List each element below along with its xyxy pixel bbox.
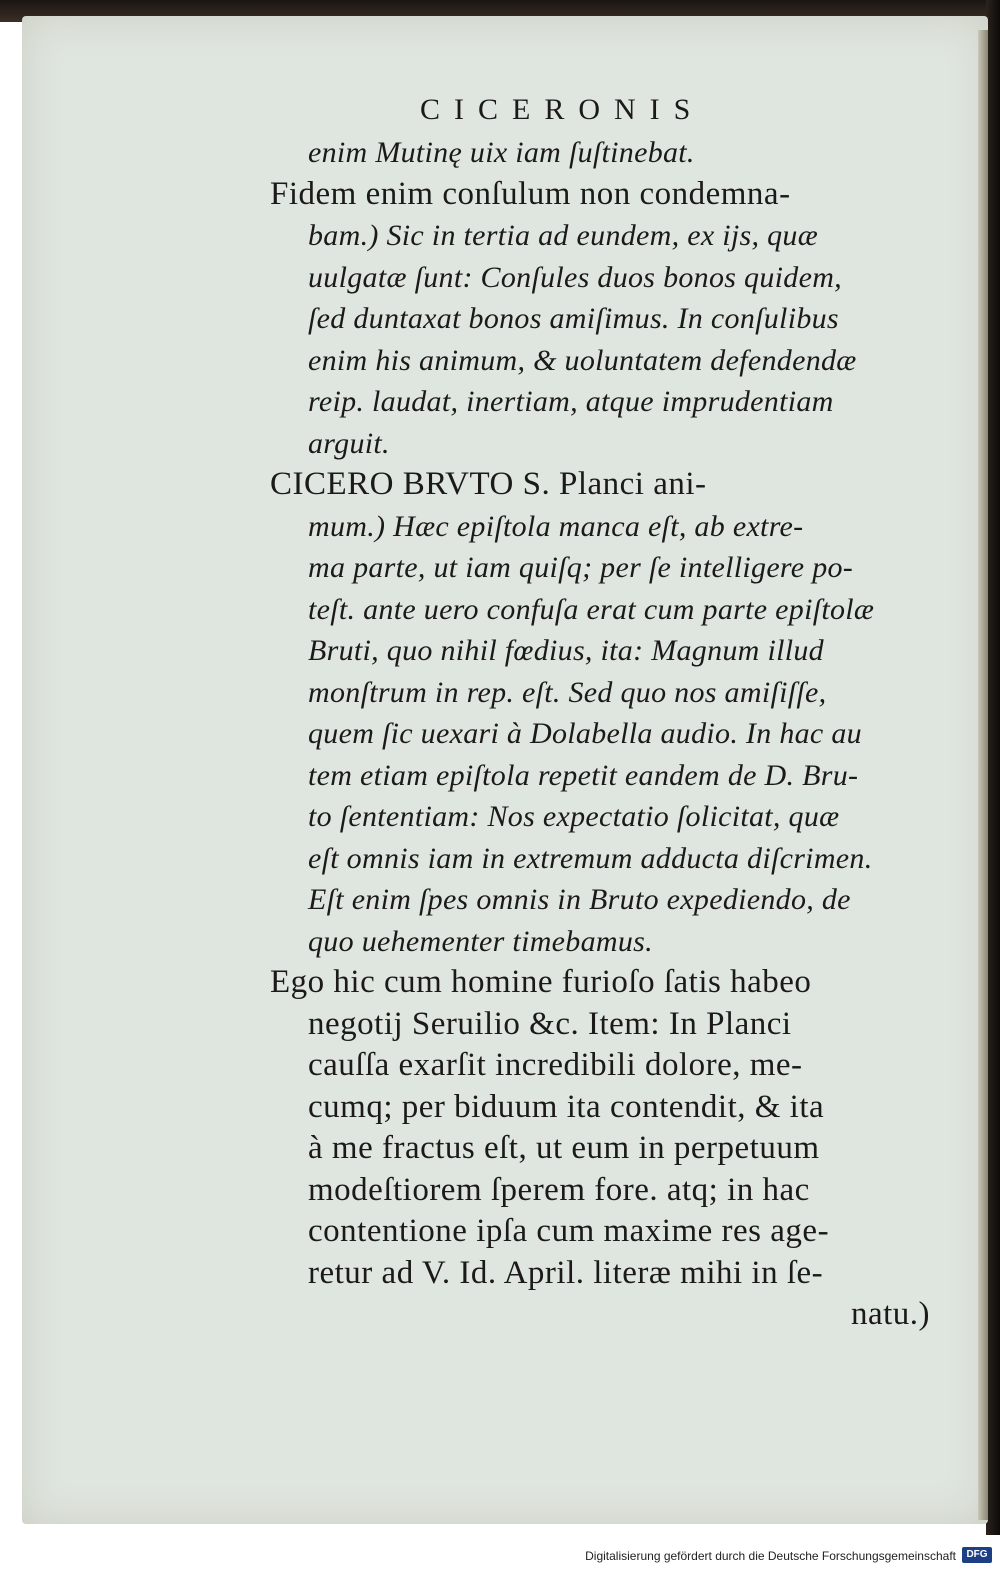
text-line: ſed duntaxat bonos amiſimus. In conſulibus bbox=[308, 302, 839, 335]
text-line: quem ſic uexari à Dolabella audio. In hac au bbox=[308, 717, 862, 750]
text-block bbox=[270, 88, 940, 1336]
text-line: negotij Seruilio &c. Item: In Planci bbox=[308, 1005, 792, 1042]
text-line: à me fractus eſt, ut eum in perpetuum bbox=[308, 1130, 820, 1166]
text-lines bbox=[270, 132, 940, 1336]
text-line: enim Mutinę uix iam ſuſtinebat. bbox=[308, 136, 695, 169]
text-line: uulgatæ ſunt: Conſules duos bonos quidem, bbox=[308, 260, 842, 294]
text-line: ma parte, ut iam quiſq; per ſe intelligere po- bbox=[308, 551, 854, 584]
text-line: quo uehementer timebamus. bbox=[308, 924, 653, 958]
running-head: CICERONIS bbox=[420, 93, 705, 126]
text-line: modeſtiorem ſperem fore. atq; in hac bbox=[308, 1171, 810, 1208]
text-line: CICERO BRVTO S. Planci ani- bbox=[270, 466, 707, 502]
text-line: teſt. ante uero confuſa erat cum parte epiſtolæ bbox=[308, 592, 875, 626]
text-line: Ego hic cum homine furioſo ſatis habeo bbox=[270, 964, 812, 1000]
text-line: retur ad V. Id. April. literæ mihi in ſe- bbox=[308, 1254, 824, 1291]
text-line: natu.) bbox=[850, 1296, 930, 1332]
text-line: tem etiam epiſtola repetit eandem de D. Bru- bbox=[308, 758, 859, 792]
text-line: Eſt enim ſpes omnis in Bruto expediendo, de bbox=[308, 883, 851, 916]
book-right-edge bbox=[986, 0, 1000, 1535]
text-line: enim his animum, & uoluntatem defendendæ bbox=[308, 343, 857, 377]
page-fore-edge bbox=[978, 30, 988, 1520]
text-line: contentione ipſa cum maxime res age- bbox=[308, 1213, 830, 1249]
text-line: reip. laudat, inertiam, atque imprudentiam bbox=[308, 385, 834, 418]
text-line: Fidem enim conſulum non condemna- bbox=[270, 175, 791, 212]
text-line: cauſſa exarſit incredibili dolore, me- bbox=[308, 1047, 803, 1083]
text-line: Bruti, quo nihil fœdius, ita: Magnum illud bbox=[308, 634, 824, 667]
dfg-logo: DFG bbox=[962, 1547, 992, 1563]
text-line: arguit. bbox=[308, 426, 390, 460]
digitization-credit: Digitalisierung gefördert durch die Deutsche Forschungsgemeinschaft bbox=[585, 1549, 956, 1563]
text-line: bam.) Sic in tertia ad eundem, ex ijs, quæ bbox=[308, 219, 819, 252]
text-line: monſtrum in rep. eſt. Sed quo nos amiſiſſe, bbox=[308, 675, 827, 709]
text-line: cumq; per biduum ita contendit, & ita bbox=[308, 1088, 825, 1125]
text-line: mum.) Hæc epiſtola manca eſt, ab extre- bbox=[308, 509, 804, 543]
text-line: to ſententiam: Nos expectatio ſolicitat, quæ bbox=[308, 800, 840, 833]
text-line: eſt omnis iam in extremum adducta diſcrimen. bbox=[308, 841, 873, 875]
